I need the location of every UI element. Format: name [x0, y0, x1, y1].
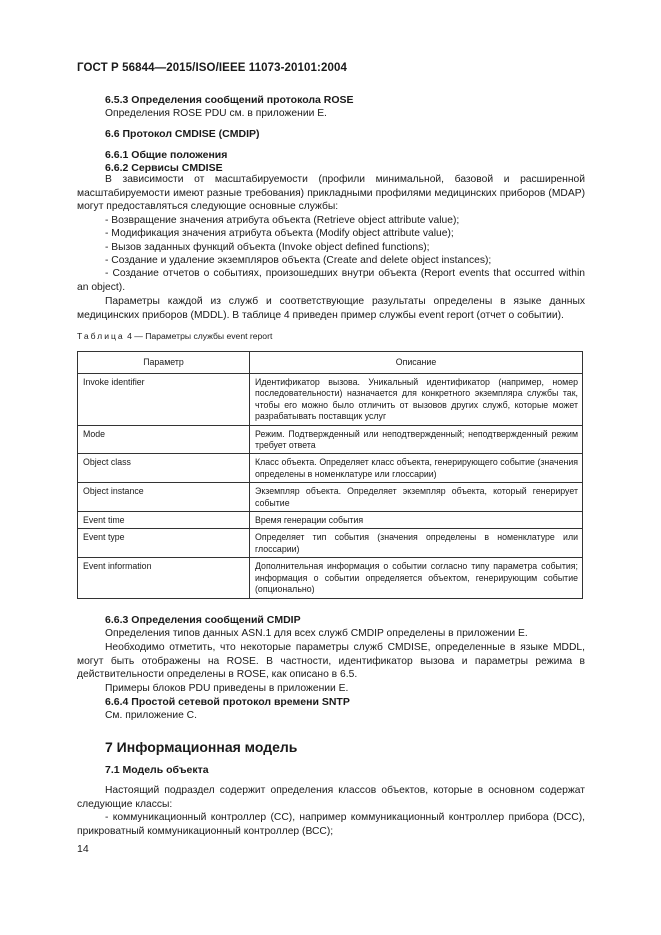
- section-6-5-3-text: Определения ROSE PDU см. в приложении Е.: [105, 108, 327, 119]
- service-list-item: - Возвращение значения атрибута объекта (Retrieve object attribute value);: [105, 215, 460, 226]
- section-7-1-title: 7.1 Модель объекта: [105, 764, 209, 776]
- table-header-row: [78, 352, 583, 374]
- parameter-cell: Mode: [78, 425, 250, 454]
- page-number: 14: [77, 843, 89, 855]
- service-list-item: - Модификация значения атрибута объекта (Modify object attribute value);: [105, 228, 454, 239]
- parameter-cell: Event type: [78, 529, 250, 558]
- description-cell: Определяет тип события (значения определены в номенклатуре или глоссарии): [250, 529, 583, 558]
- section-6-6-1-title: 6.6.1 Общие положения: [105, 149, 228, 161]
- section-7-1-p1: Настоящий подраздел содержит определения классов объектов, которые в основном содержат следующие классы:: [77, 785, 585, 810]
- service-list-item: - Создание и удаление экземпляров объекта (Create and delete object instances);: [105, 255, 492, 266]
- section-7-title: 7 Информационная модель: [105, 739, 298, 755]
- section-6-5-3-title: 6.5.3 Определения сообщений протокола ROSE: [105, 94, 354, 106]
- description-cell: Класс объекта. Определяет класс объекта, генерирующего событие (значения определены в номенклатуре или глоссарии): [250, 454, 583, 483]
- section-6-6-3-p1: Определения типов данных ASN.1 для всех служб CMDIP определены в приложении Е.: [105, 628, 528, 639]
- table-row: [78, 454, 583, 483]
- event-report-parameters-table: [77, 351, 583, 599]
- table-row: [78, 425, 583, 454]
- section-6-6-2-intro: В зависимости от масштабируемости (профили минимальной, базовой и расширенной масштабируемости имеют разные требования) прикладными профилями медицинских приборов (MDAP) могут предоставляться следующие основные службы:: [77, 174, 585, 213]
- table-caption-text: 4 — Параметры службы event report: [127, 331, 273, 341]
- parameter-cell: Event information: [78, 558, 250, 598]
- parameter-cell: Event time: [78, 512, 250, 529]
- table-row: [78, 529, 583, 558]
- description-cell: Дополнительная информация о событии согласно типу параметра события; информация о событии определяется объектом, генерирующим событие (опционально): [250, 558, 583, 598]
- section-7-1-p2: - коммуникационный контроллер (СС), например коммуникационный контроллер прибора (DCC), прикроватный коммуникационный контроллер (ВСС);: [77, 812, 585, 837]
- parameter-cell: Invoke identifier: [78, 374, 250, 426]
- parameter-cell: Object class: [78, 454, 250, 483]
- service-list-item: - Вызов заданных функций объекта (Invoke object defined functions);: [105, 242, 430, 253]
- section-6-6-2-after-text: Параметры каждой из служб и соответствующие разультаты определены в языке данных медицинских приборов (MDDL). В таблице 4 приведен пример службы event report (отчет о событии).: [77, 296, 585, 321]
- table-4-caption: [77, 331, 272, 341]
- table-row: [78, 483, 583, 512]
- description-cell: Идентификатор вызова. Уникальный идентификатор (например, номер последовательности) назначается для конкретного экземпляра службы так, чтобы его можно было отличить от вызовов других служб, которые может разрабатывать поставщик услуг: [250, 374, 583, 426]
- table-row: [78, 374, 583, 426]
- column-header-description: Описание: [250, 352, 583, 374]
- description-cell: Экземпляр объекта. Определяет экземпляр объекта, который генерирует событие: [250, 483, 583, 512]
- section-6-6-3-p2: Необходимо отметить, что некоторые параметры служб CMDISE, определенные в языке MDDL, могут быть отображены на ROSE. В частности, идентификатор вызова и параметры режима в действительности определены в ROSE, как описано в 6.5.: [77, 642, 585, 681]
- parameter-cell: Object instance: [78, 483, 250, 512]
- service-list-item: - Создание отчетов о событиях, произошедших внутри объекта (Report events that occurred within an object).: [77, 268, 585, 293]
- section-6-6-title: 6.6 Протокол CMDISE (CMDIP): [105, 128, 260, 140]
- description-cell: Режим. Подтвержденный или неподтвержденный; неподтвержденный режим требует ответа: [250, 425, 583, 454]
- section-6-6-3-title: 6.6.3 Определения сообщений CMDIP: [105, 614, 301, 626]
- standard-header: ГОСТ Р 56844—2015/ISO/IEEE 11073-20101:2004: [77, 62, 347, 74]
- section-6-6-4-text: См. приложение С.: [105, 710, 197, 721]
- section-6-6-3-p3: Примеры блоков PDU приведены в приложении Е.: [105, 683, 349, 694]
- section-6-6-4-title: 6.6.4 Простой сетевой протокол времени SNTP: [105, 696, 350, 708]
- section-6-6-2-title: 6.6.2 Сервисы CMDISE: [105, 162, 223, 174]
- column-header-parameter: Параметр: [78, 352, 250, 374]
- description-cell: Время генерации события: [250, 512, 583, 529]
- table-row: [78, 558, 583, 598]
- table-row: [78, 512, 583, 529]
- table-caption-label: Таблица: [77, 331, 125, 341]
